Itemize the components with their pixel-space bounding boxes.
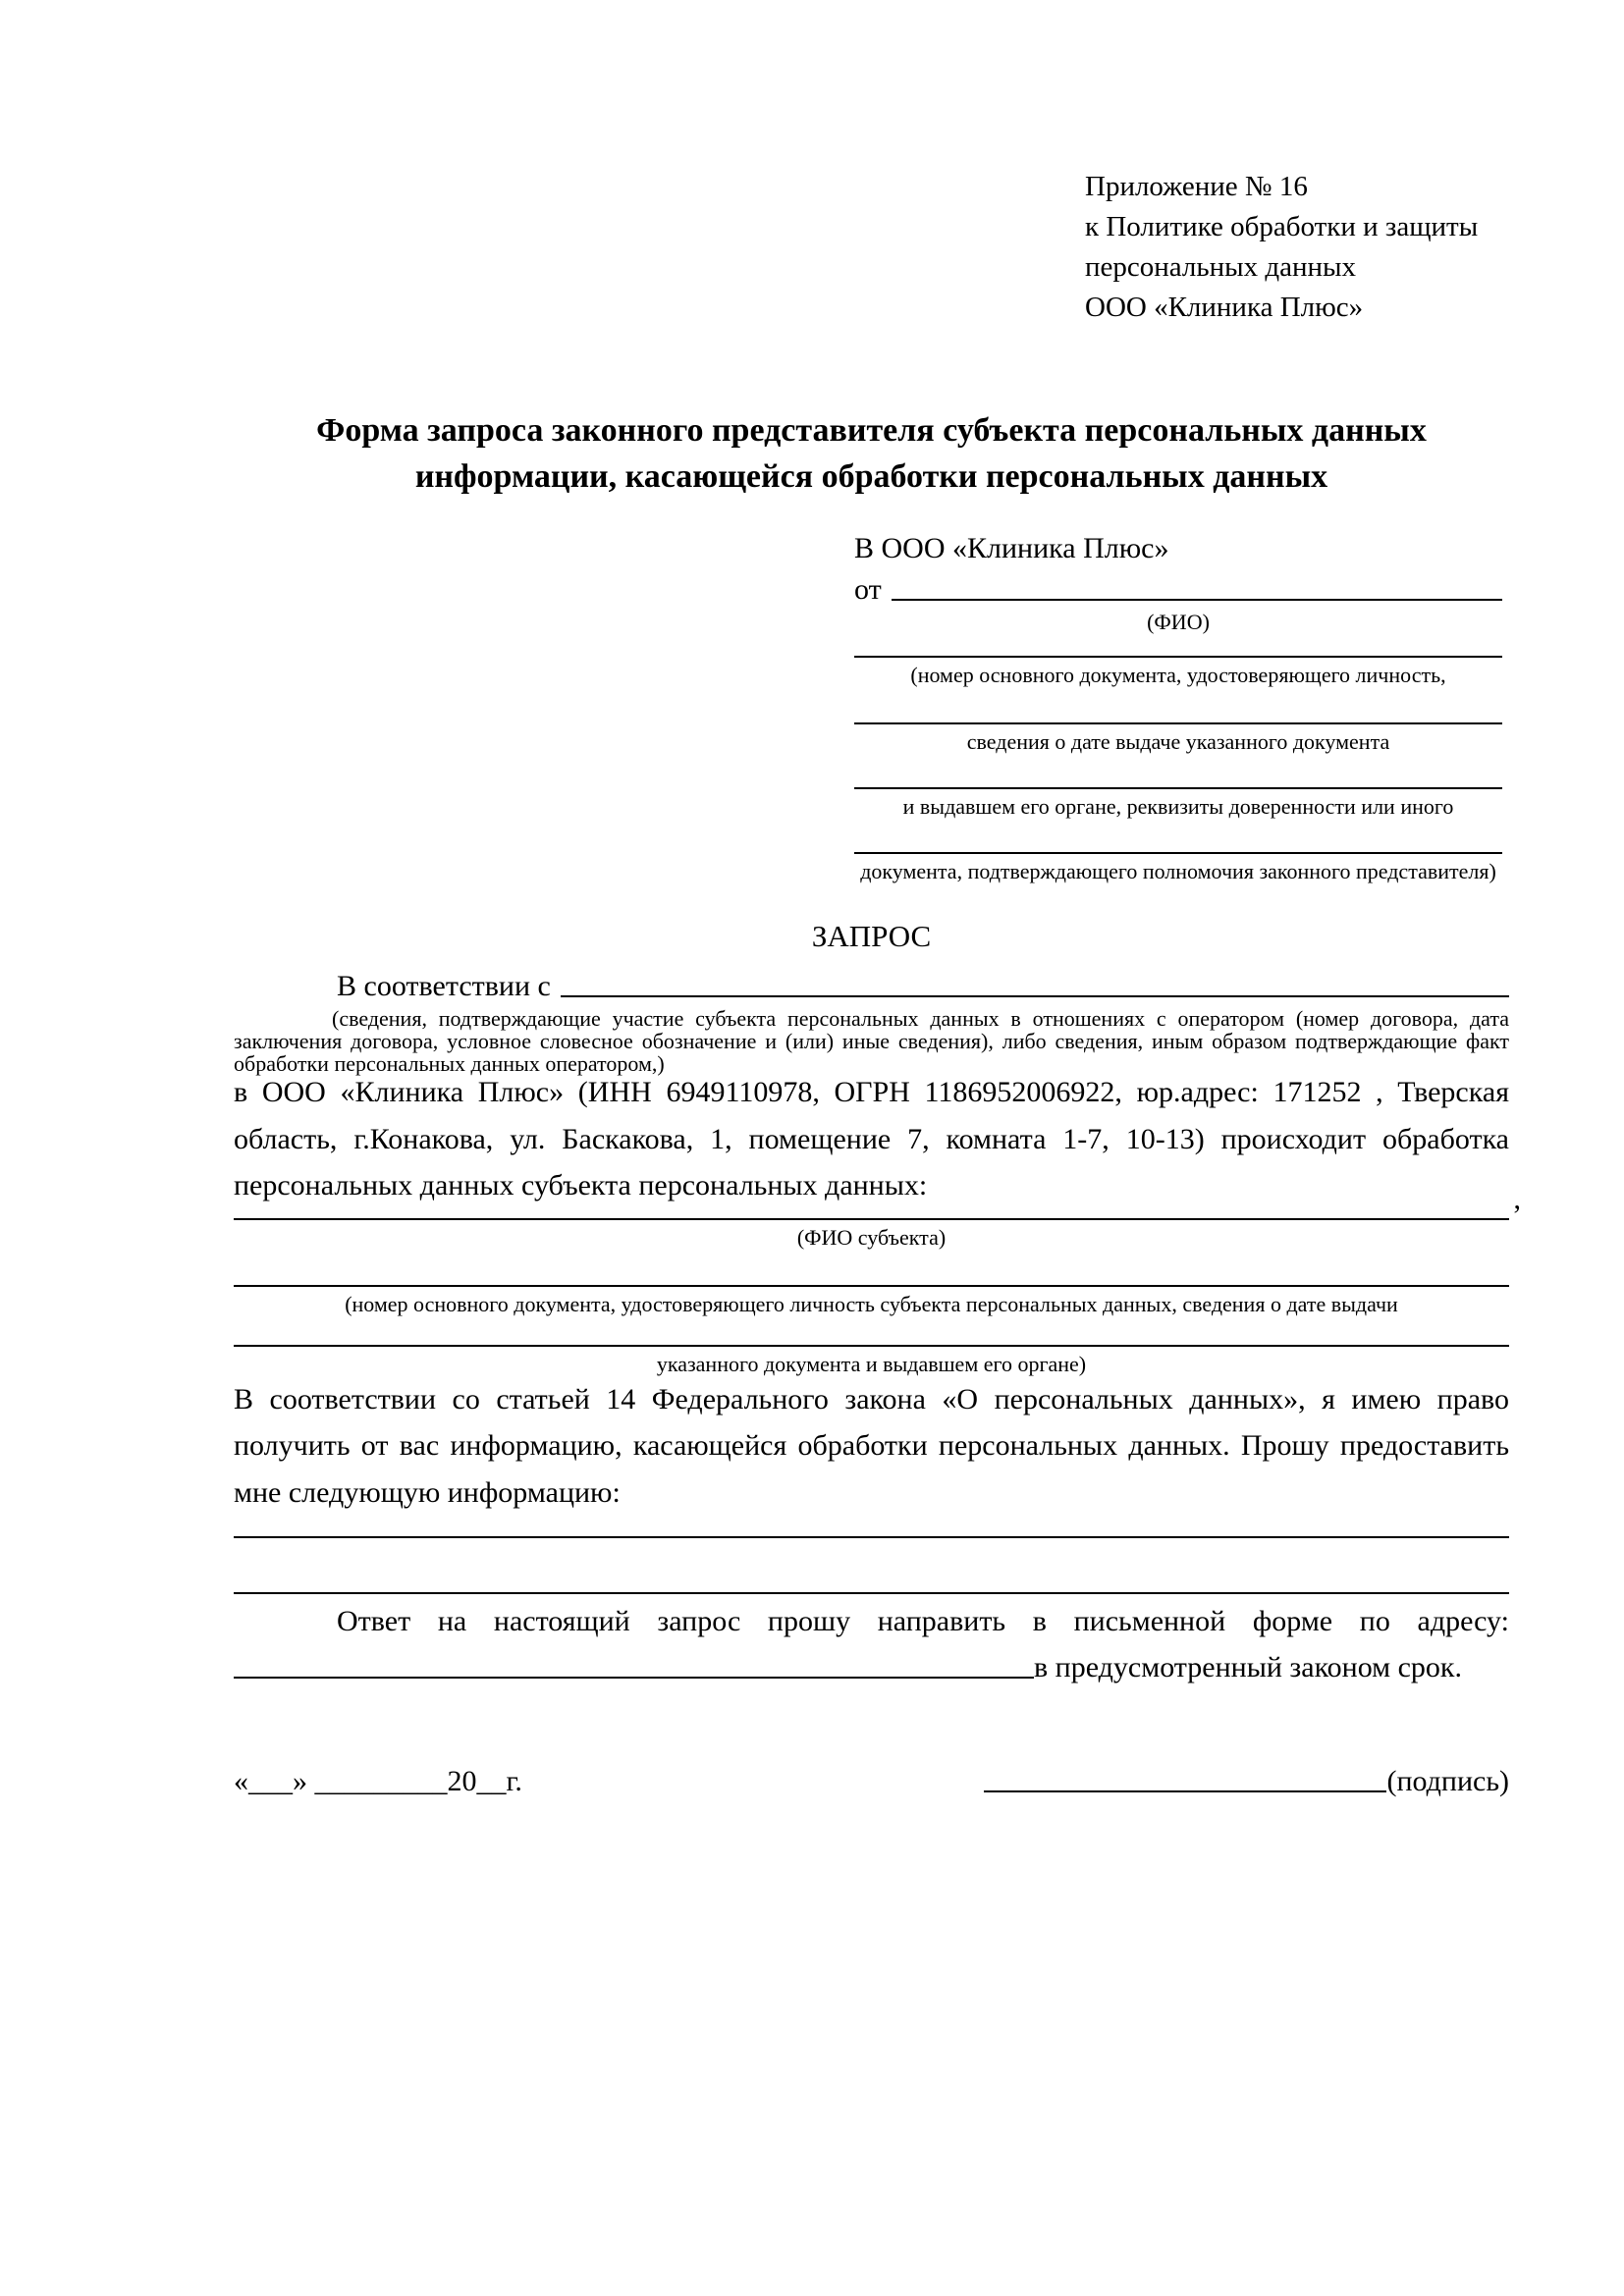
subject-fio-blank-line — [234, 1182, 1521, 1250]
doc-caption-4: документа, подтверждающего полномочия законного представителя) — [860, 859, 1496, 883]
subject-fio-caption: (ФИО субъекта) — [796, 1224, 947, 1250]
doc-blank-line-2 — [854, 722, 1502, 754]
subject-doc-blank-line-2 — [234, 1345, 1509, 1376]
trailing-comma: , — [1513, 1182, 1521, 1215]
response-line: Ответ на настоящий запрос прошу направить в письменной форме по адресу: — [337, 1605, 1509, 1637]
appendix-block — [1085, 167, 1517, 328]
accordance-label: В соответствии с — [337, 970, 551, 1002]
accordance-blank-line — [561, 966, 1509, 997]
doc-caption-1: (номер основного документа, удостоверяющего личность, — [910, 663, 1446, 687]
signature-blank-line — [984, 1761, 1386, 1792]
accordance-caption: (сведения, подтверждающие участие субъекта персональных данных в отношениях с оператором (номер договора, дата заключения договора, условное словесное обозначение и (или) иные сведения), либо сведения, иным образом подтверждающие факт обработки персональных данных оператором,) — [234, 1006, 1509, 1076]
subject-doc-caption-2: указанного документа и выдавшем его органе) — [656, 1351, 1087, 1376]
appendix-line-4: ООО «Клиника Плюс» — [1085, 292, 1364, 323]
form-title-line-1: Форма запроса законного представителя субъекта персональных данных — [316, 412, 1427, 449]
doc-blank-line-1 — [854, 656, 1502, 687]
from-blank-line — [892, 569, 1502, 601]
appendix-line-1: Приложение № 16 — [1085, 171, 1308, 202]
from-label: от — [854, 573, 882, 606]
form-title-line-2: информации, касающейся обработки персональных данных — [414, 458, 1328, 495]
signature-block — [984, 1761, 1509, 1802]
info-blank-line-1 — [234, 1536, 1509, 1538]
request-heading: ЗАПРОС — [811, 919, 932, 953]
doc-caption-3: и выдавшем его органе, реквизиты доверенности или иного — [902, 794, 1454, 819]
from-row — [854, 569, 1502, 611]
doc-blank-line-3 — [854, 787, 1502, 819]
date-field: «___» _________20__г. — [234, 1765, 522, 1797]
doc-caption-2: сведения о дате выдаче указанного документа — [966, 729, 1390, 754]
addressee-block — [854, 528, 1502, 883]
form-title — [234, 407, 1509, 500]
response-address-row — [234, 1644, 1509, 1690]
footer-row — [234, 1761, 1509, 1802]
law-paragraph: В соответствии со статьей 14 Федерального закона «О персональных данных», я имею право получить от вас информацию, касающейся обработки персональных данных. Прошу предоставить мне следующую информацию: — [234, 1382, 1509, 1509]
fio-caption: (ФИО) — [1147, 610, 1210, 634]
addressee-org: В ООО «Клиника Плюс» — [854, 532, 1169, 564]
accordance-row — [234, 966, 1509, 1007]
subject-doc-caption-1: (номер основного документа, удостоверяющего личность субъекта персональных данных, сведения о дате выдачи — [345, 1291, 1398, 1316]
subject-doc-blank-line-1 — [234, 1285, 1509, 1316]
operator-paragraph: в ООО «Клиника Плюс» (ИНН 6949110978, ОГРН 1186952006922, юр.адрес: 171252 , Тверская область, г.Конакова, ул. Баскакова, 1, помещение 7, комната 1-7, 10-13) происходит обработка персональных данных субъекта персональных данных: — [234, 1076, 1509, 1201]
info-blank-line-2 — [234, 1592, 1509, 1594]
response-suffix: в предусмотренный законом срок. — [1034, 1651, 1462, 1683]
signature-caption: (подпись) — [1386, 1765, 1509, 1797]
doc-blank-line-4 — [854, 852, 1502, 883]
response-address-blank-line — [234, 1644, 1034, 1679]
appendix-line-2: к Политике обработки и защиты — [1085, 211, 1479, 242]
appendix-line-3: персональных данных — [1085, 251, 1357, 283]
